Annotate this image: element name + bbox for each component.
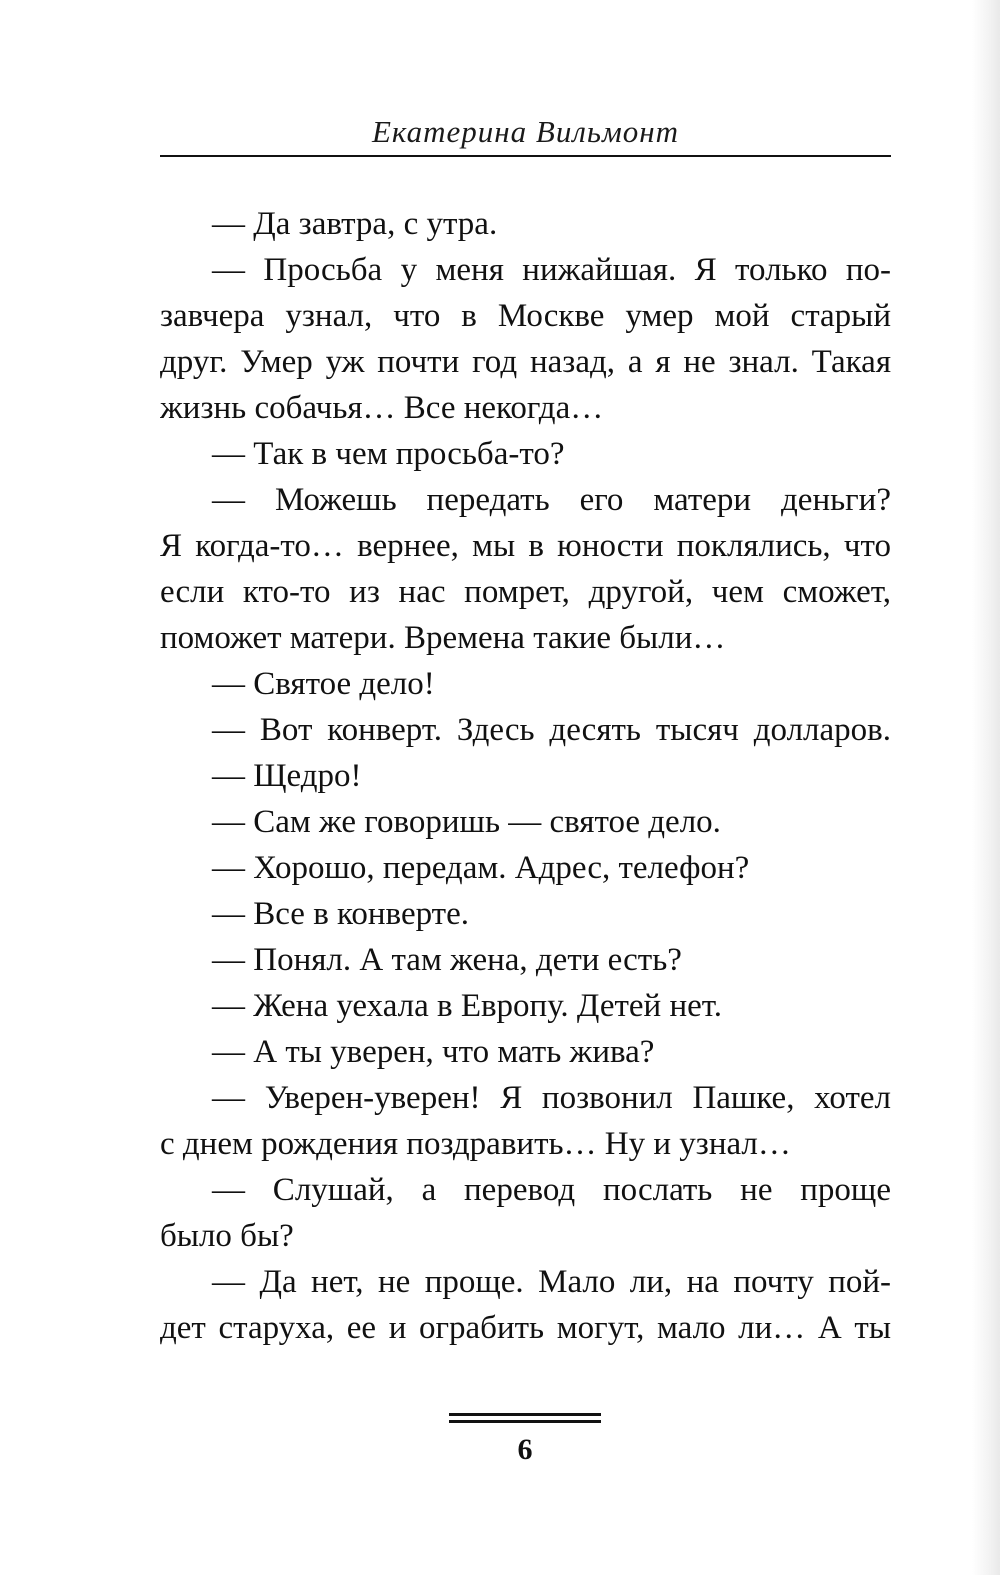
- text-line: — Хорошо, передам. Адрес, телефон?: [212, 850, 750, 886]
- text-line: — Вот конверт. Здесь десять тысяч долларов.: [212, 712, 891, 748]
- text-line: — Можешь передать его матери деньги?: [212, 482, 891, 518]
- text-line: — Сам же говоришь — святое дело.: [212, 804, 721, 840]
- text-line: Я когда-то… вернее, мы в юности поклялись, что: [160, 528, 891, 564]
- page-number: 6: [517, 1433, 533, 1466]
- text-line: завчера узнал, что в Москве умер мой старый: [160, 298, 891, 334]
- text-line: — Да завтра, с утра.: [212, 206, 498, 242]
- text-line: — Да нет, не проще. Мало ли, на почту пой-: [212, 1264, 891, 1300]
- text-line: с днем рождения поздравить… Ну и узнал…: [160, 1126, 791, 1162]
- text-line: — Жена уехала в Европу. Детей нет.: [212, 988, 722, 1024]
- text-line: — А ты уверен, что мать жива?: [212, 1034, 655, 1070]
- text-line: — Все в конверте.: [212, 896, 469, 932]
- text-line: было бы?: [160, 1218, 294, 1254]
- text-line: жизнь собачья… Все некогда…: [160, 390, 604, 426]
- text-line: поможет матери. Времена такие были…: [160, 620, 726, 656]
- text-line: — Слушай, а перевод послать не проще: [212, 1172, 891, 1208]
- text-line: — Святое дело!: [212, 666, 435, 702]
- text-line: если кто-то из нас помрет, другой, чем сможет,: [160, 574, 891, 610]
- page-edge-shadow: [972, 0, 1000, 1575]
- text-body: [160, 201, 891, 1351]
- text-line: — Так в чем просьба-то?: [212, 436, 565, 472]
- footer-double-rule: [449, 1413, 601, 1423]
- text-line: — Уверен-уверен! Я позвонил Пашке, хотел: [212, 1080, 891, 1116]
- text-line: друг. Умер уж почти год назад, а я не знал. Такая: [160, 344, 891, 380]
- header-rule: [160, 155, 891, 157]
- text-line: — Понял. А там жена, дети есть?: [212, 942, 682, 978]
- text-line: дет старуха, ее и ограбить могут, мало ли… А ты: [160, 1310, 891, 1346]
- running-header-author: Екатерина Вильмонт: [371, 114, 680, 149]
- text-line: — Щедро!: [212, 758, 362, 794]
- text-line: — Просьба у меня нижайшая. Я только по-: [212, 252, 891, 288]
